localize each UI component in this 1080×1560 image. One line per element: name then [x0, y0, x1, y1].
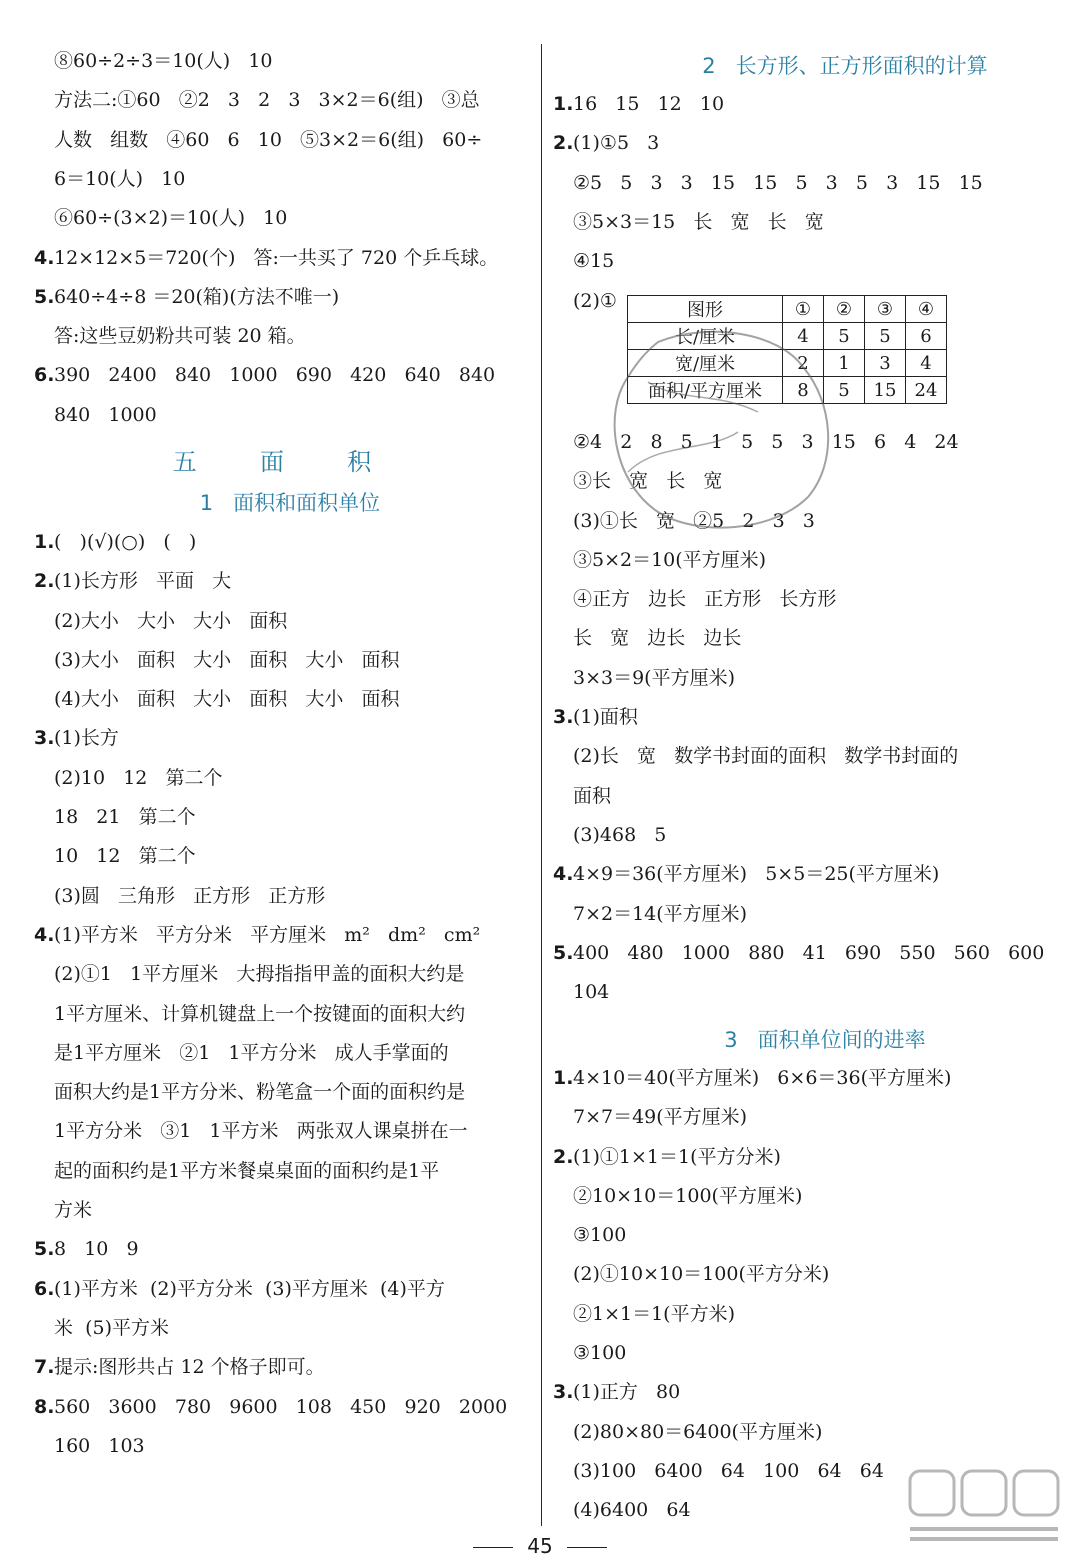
answer-text: 640÷4÷8 ＝20(箱)(方法不唯一) — [54, 286, 340, 308]
answer-text: 160 103 — [54, 1435, 145, 1457]
answer-text: (1)①5 3 — [573, 132, 660, 154]
answer-text: ③5×3＝15 长 宽 长 宽 — [573, 211, 824, 233]
table-cell: 5 — [865, 323, 906, 350]
answer-text: (2)① — [573, 290, 617, 312]
answer-text: 面积 — [573, 785, 612, 807]
table-cell: ④ — [906, 296, 947, 323]
answer-text: 答:这些豆奶粉共可装 20 箱。 — [54, 325, 306, 347]
answer-text: (3)468 5 — [573, 824, 667, 846]
question-number: 1. — [34, 531, 55, 553]
column-divider — [541, 44, 542, 1526]
page-number — [0, 1534, 1080, 1558]
answer-text: 390 2400 840 1000 690 420 640 840 — [54, 364, 496, 386]
table-cell: 4 — [783, 323, 824, 350]
table-cell: 5 — [824, 377, 865, 404]
question-number: 3. — [553, 1381, 574, 1403]
table-cell: 图形 — [628, 296, 783, 323]
question-number: 5. — [34, 1238, 55, 1260]
answer-text: (3)100 6400 64 100 64 64 — [573, 1460, 884, 1482]
section-title: 3 面积单位间的进率 — [724, 1028, 926, 1052]
answer-text: 840 1000 — [54, 404, 157, 426]
table-cell: 24 — [906, 377, 947, 404]
answer-text: (1)平方米 平方分米 平方厘米 m² dm² cm² — [54, 924, 481, 946]
question-number: 2. — [553, 132, 574, 154]
section-title: 1 面积和面积单位 — [199, 491, 381, 515]
table-cell: ① — [783, 296, 824, 323]
table-cell: 3 — [865, 350, 906, 377]
question-number: 4. — [34, 247, 55, 269]
answer-text: 104 — [573, 981, 610, 1003]
table-cell: 8 — [783, 377, 824, 404]
answer-text: (4)6400 64 — [573, 1499, 691, 1521]
table-cell: 5 — [824, 323, 865, 350]
answer-text: (1)正方 80 — [573, 1381, 681, 1403]
question-number: 4. — [34, 924, 55, 946]
answer-text: (3)大小 面积 大小 面积 大小 面积 — [54, 649, 400, 671]
answer-text: 起的面积约是1平方米餐桌桌面的面积约是1平 — [54, 1160, 440, 1182]
answer-text: 1平方厘米、计算机键盘上一个按键面的面积大约 — [54, 1003, 466, 1025]
question-number: 3. — [34, 727, 55, 749]
answer-text: (3)①长 宽 ②5 2 3 3 — [573, 510, 815, 532]
answer-text: 1平方分米 ③1 1平方米 两张双人课桌拼在一 — [54, 1120, 468, 1142]
answer-text: (1)平方米 (2)平方分米 (3)平方厘米 (4)平方 — [54, 1278, 445, 1300]
answer-text: 6＝10(人) 10 — [54, 168, 186, 190]
answer-text: 长 宽 边长 边长 — [573, 627, 742, 649]
answer-text: ③100 — [573, 1342, 627, 1364]
question-number: 5. — [553, 942, 574, 964]
question-number: 7. — [34, 1356, 55, 1378]
table-cell: 2 — [783, 350, 824, 377]
answer-text: 4×9＝36(平方厘米) 5×5＝25(平方厘米) — [573, 863, 940, 885]
question-number: 1. — [553, 1067, 574, 1089]
answer-text: (1)长方 — [54, 727, 119, 749]
question-number: 4. — [553, 863, 574, 885]
answer-text: (2)长 宽 数学书封面的面积 数学书封面的 — [573, 745, 959, 767]
question-number: 8. — [34, 1396, 55, 1418]
table-cell: 4 — [906, 350, 947, 377]
page-number-text: 45 — [527, 1534, 553, 1558]
answer-text: (2)①10×10＝100(平方分米) — [573, 1263, 830, 1285]
table-header-row — [628, 296, 947, 323]
question-number: 6. — [34, 1278, 55, 1300]
answer-text: (2)大小 大小 大小 面积 — [54, 610, 288, 632]
answer-text: 400 480 1000 880 41 690 550 560 600 — [573, 942, 1045, 964]
answer-text: 16 15 12 10 — [573, 93, 725, 115]
answer-text: (1)①1×1＝1(平方分米) — [573, 1146, 781, 1168]
answer-text: (2)10 12 第二个 — [54, 767, 223, 789]
answer-text: 是1平方厘米 ②1 1平方分米 成人手掌面的 — [54, 1042, 449, 1064]
answer-text: ⑥60÷(3×2)＝10(人) 10 — [54, 207, 288, 229]
answer-text: (4)大小 面积 大小 面积 大小 面积 — [54, 688, 400, 710]
question-number: 2. — [34, 570, 55, 592]
answer-text: 方法二:①60 ②2 3 2 3 3×2＝6(组) ③总 — [54, 89, 480, 111]
table-cell: 长/厘米 — [628, 323, 783, 350]
table-cell: ③ — [865, 296, 906, 323]
answer-text: ⑧60÷2÷3＝10(人) 10 — [54, 50, 273, 72]
answer-text: 560 3600 780 9600 108 450 920 2000 — [54, 1396, 508, 1418]
table-cell: 1 — [824, 350, 865, 377]
table-cell: 6 — [906, 323, 947, 350]
question-number: 3. — [553, 706, 574, 728]
question-number: 6. — [34, 364, 55, 386]
answer-text: 提示:图形共占 12 个格子即可。 — [54, 1356, 325, 1378]
answer-text: 7×7＝49(平方厘米) — [573, 1106, 748, 1128]
answer-text: ②5 5 3 3 15 15 5 3 5 3 15 15 — [573, 172, 983, 194]
answer-text: 18 21 第二个 — [54, 806, 196, 828]
answer-text: ④15 — [573, 250, 615, 272]
answer-text: (2)80×80＝6400(平方厘米) — [573, 1421, 823, 1443]
section-title: 2 长方形、正方形面积的计算 — [702, 54, 988, 78]
answer-text: (1)长方形 平面 大 — [54, 570, 232, 592]
answer-text: 12×12×5＝720(个) 答:一共买了 720 个乒乓球。 — [54, 247, 499, 269]
answer-text: 方米 — [54, 1199, 93, 1221]
answer-text: ( )(√)(○) ( ) — [54, 531, 197, 553]
answer-text: ③100 — [573, 1224, 627, 1246]
question-number: 1. — [553, 93, 574, 115]
answer-text: ④正方 边长 正方形 长方形 — [573, 588, 837, 610]
table-cell: 面积/平方厘米 — [628, 377, 783, 404]
answer-text: (2)①1 1平方厘米 大拇指指甲盖的面积大约是 — [54, 963, 465, 985]
answer-text: 10 12 第二个 — [54, 845, 196, 867]
answer-text: 人数 组数 ④60 6 10 ⑤3×2＝6(组) 60÷ — [54, 129, 483, 151]
question-number: 2. — [553, 1146, 574, 1168]
answer-text: 3×3＝9(平方厘米) — [573, 667, 736, 689]
answer-text: 面积大约是1平方分米、粉笔盒一个面的面积约是 — [54, 1081, 466, 1103]
answer-text: 米 (5)平方米 — [54, 1317, 169, 1339]
answer-text: (3)圆 三角形 正方形 正方形 — [54, 885, 326, 907]
answer-text: (1)面积 — [573, 706, 638, 728]
answer-text: 8 10 9 — [54, 1238, 139, 1260]
table-cell: 15 — [865, 377, 906, 404]
table-cell: ② — [824, 296, 865, 323]
answer-text: ③长 宽 长 宽 — [573, 470, 723, 492]
chapter-title: 五 面 积 — [172, 448, 388, 476]
answer-text: ③5×2＝10(平方厘米) — [573, 549, 767, 571]
watermark-stamp — [588, 322, 858, 537]
answer-text: ②4 2 8 5 1 5 5 3 15 6 4 24 — [573, 431, 959, 453]
answer-text: ②1×1＝1(平方米) — [573, 1303, 736, 1325]
table-cell: 宽/厘米 — [628, 350, 783, 377]
answer-text: 7×2＝14(平方厘米) — [573, 903, 748, 925]
answer-text: ②10×10＝100(平方厘米) — [573, 1185, 803, 1207]
question-number: 5. — [34, 286, 55, 308]
answer-text: 4×10＝40(平方厘米) 6×6＝36(平方厘米) — [573, 1067, 952, 1089]
